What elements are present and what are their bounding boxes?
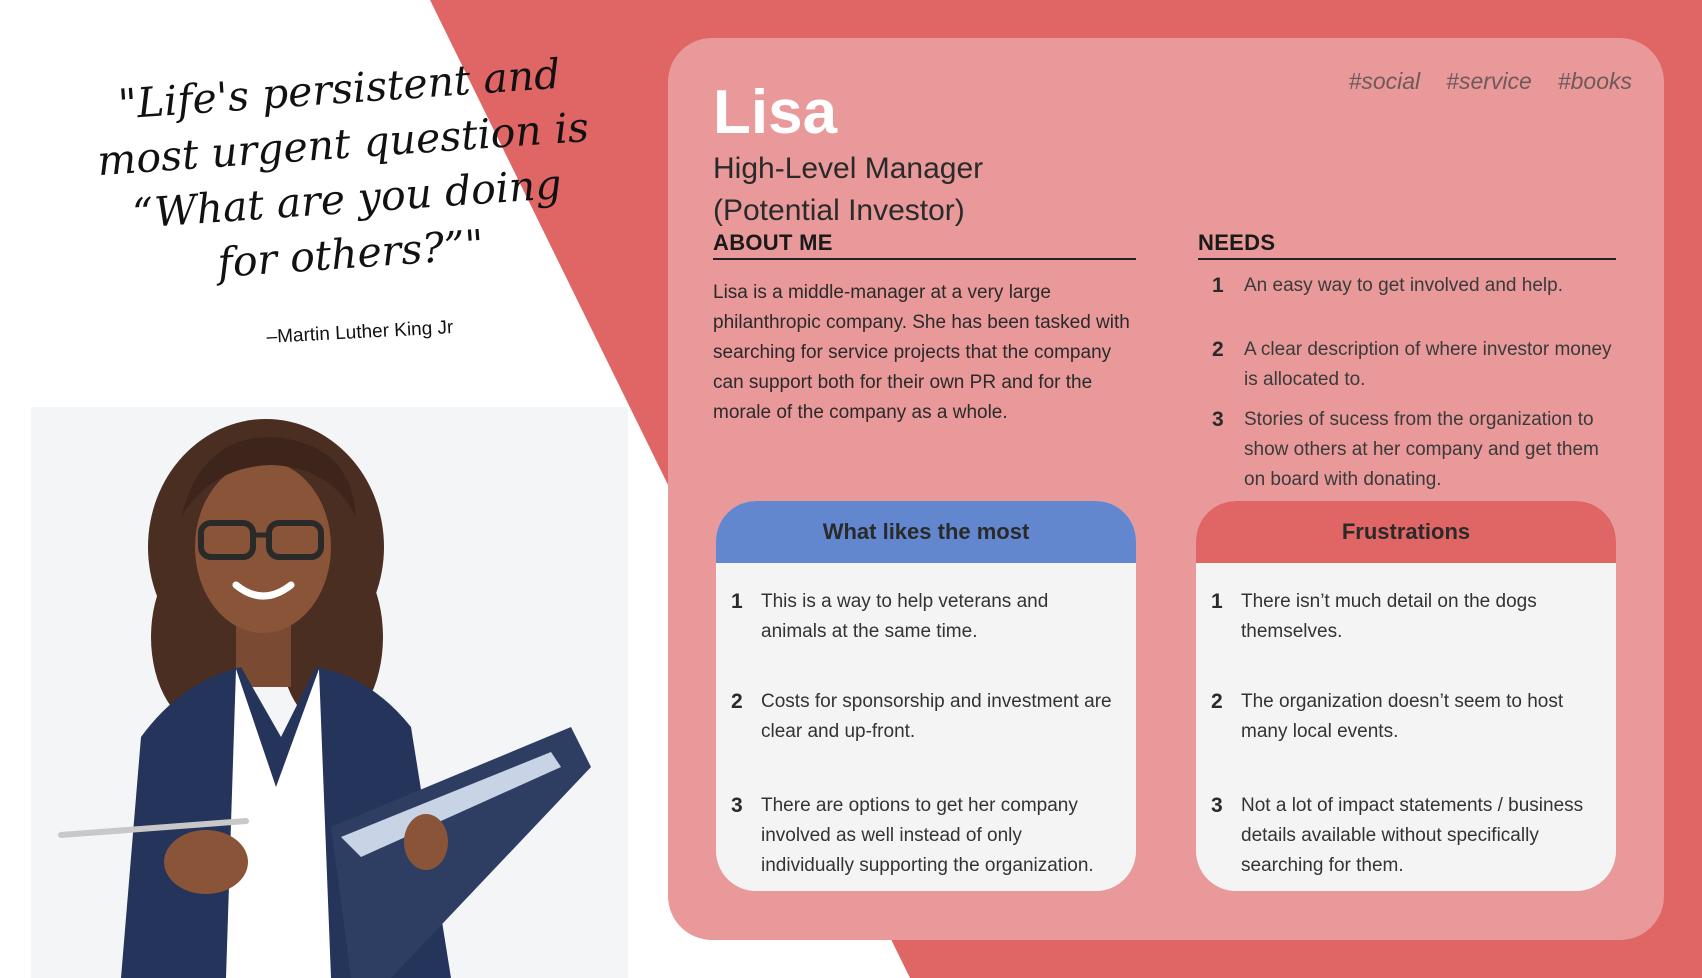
list-item bbox=[1198, 335, 1618, 405]
item-number: 2 bbox=[1212, 338, 1224, 361]
quote-text: "Life's persistent and most urgent question is “What are you doing for others?”" bbox=[95, 49, 591, 288]
item-text: This is a way to help veterans and animals at the same time. bbox=[761, 591, 1049, 642]
persona-name: Lisa bbox=[713, 78, 838, 147]
item-number: 1 bbox=[1212, 274, 1224, 297]
persona-role-line: (Potential Investor) bbox=[713, 194, 965, 227]
item-number: 3 bbox=[731, 794, 743, 817]
item-number: 1 bbox=[1211, 590, 1223, 613]
item-number: 1 bbox=[731, 590, 743, 613]
item-number: 3 bbox=[1211, 794, 1223, 817]
list-item bbox=[1198, 271, 1618, 335]
item-text: Stories of sucess from the organization to show others at her company and get them on board with donating. bbox=[1244, 409, 1599, 490]
quote-author: –Martin Luther King Jr bbox=[266, 317, 454, 348]
frustrations-heading: Frustrations bbox=[1196, 501, 1616, 563]
frustrations-box bbox=[1196, 501, 1616, 891]
tag[interactable]: #books bbox=[1557, 68, 1632, 94]
item-text: The organization doesn’t seem to host many local events. bbox=[1241, 691, 1564, 742]
list-item bbox=[1198, 405, 1618, 495]
item-number: 3 bbox=[1212, 408, 1224, 431]
needs-heading: NEEDS bbox=[1198, 230, 1616, 260]
item-text: Costs for sponsorship and investment are clear and up-front. bbox=[761, 691, 1112, 742]
tag[interactable]: #service bbox=[1446, 68, 1532, 94]
list-item bbox=[731, 791, 1116, 881]
item-text: Not a lot of impact statements / business details available without specifically searching for them. bbox=[1241, 795, 1584, 876]
likes-heading: What likes the most bbox=[716, 501, 1136, 563]
persona-card bbox=[668, 38, 1664, 940]
persona-photo bbox=[31, 407, 628, 978]
item-number: 2 bbox=[731, 690, 743, 713]
needs-list bbox=[1198, 271, 1618, 495]
likes-list bbox=[716, 563, 1136, 881]
about-me-text: Lisa is a middle-manager at a very large philanthropic company. She has been tasked with searching for service projects that the company can support both for their own PR and for the morale of the company as a whole. bbox=[713, 282, 1130, 423]
item-text: An easy way to get involved and help. bbox=[1244, 275, 1563, 296]
list-item bbox=[1211, 687, 1596, 791]
likes-box bbox=[716, 501, 1136, 891]
about-me-heading: ABOUT ME bbox=[713, 230, 1136, 260]
persona-role bbox=[713, 148, 1113, 232]
frustrations-list bbox=[1196, 563, 1616, 881]
item-number: 2 bbox=[1211, 690, 1223, 713]
persona-role-line: High-Level Manager bbox=[713, 152, 984, 185]
list-item bbox=[731, 587, 1116, 687]
list-item bbox=[1211, 791, 1596, 881]
item-text: A clear description of where investor money is allocated to. bbox=[1244, 339, 1612, 390]
tag[interactable]: #social bbox=[1348, 68, 1421, 94]
list-item bbox=[731, 687, 1116, 791]
item-text: There are options to get her company involved as well instead of only individually supporting the organization. bbox=[761, 795, 1094, 876]
item-text: There isn’t much detail on the dogs themselves. bbox=[1241, 591, 1537, 642]
tag-list bbox=[1349, 68, 1632, 95]
list-item bbox=[1211, 587, 1596, 687]
